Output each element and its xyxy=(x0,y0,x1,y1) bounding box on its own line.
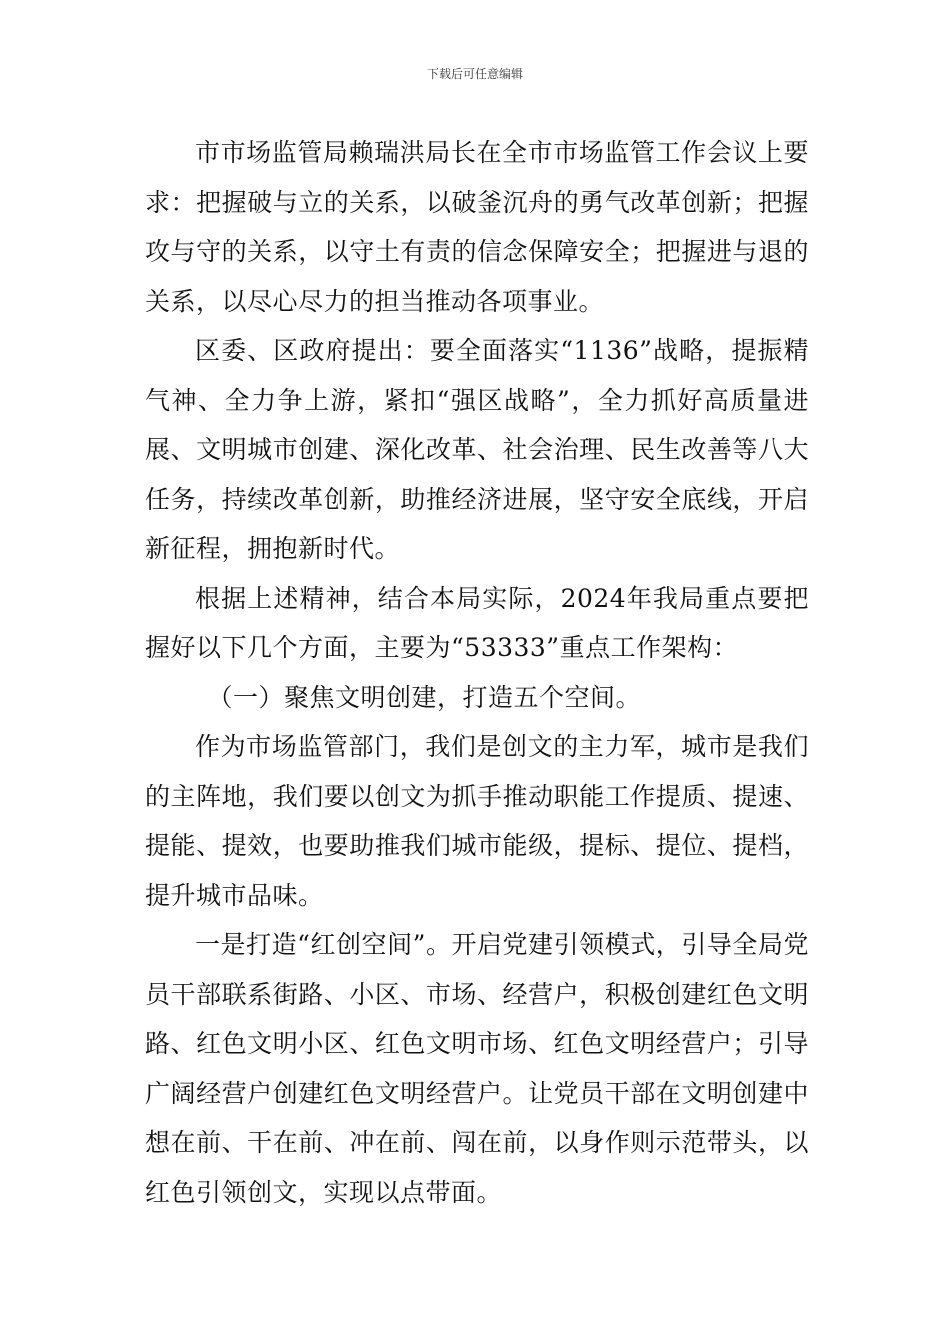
paragraph-key-work-framework: 根据上述精神，结合本局实际，2024年我局重点要把握好以下几个方面，主要为“53333”重点工作架构： xyxy=(145,583,809,662)
paragraph-district-strategy: 区委、区政府提出：要全面落实“1136”战略，提振精气神、全力争上游，紧扣“强区战略”，全力抓好高质量进展、文明城市创建、深化改革、社会治理、民生改善等八大任务，持续改革创新，助推经济进展，坚守安全底线，开启新征程，拥抱新时代。 xyxy=(145,336,809,563)
document-body xyxy=(145,128,809,1217)
paragraph-market-supervision-role: 作为市场监管部门，我们是创文的主力军，城市是我们的主阵地，我们要以创文为抓手推动职能工作提质、提速、提能、提效，也要助推我们城市能级，提标、提位、提档，提升城市品味。 xyxy=(145,732,809,910)
page-header-note: 下载后可任意编辑 xyxy=(426,67,523,81)
paragraph-red-creation-space: 一是打造“红创空间”。开启党建引领模式，引导全局党员干部联系街路、小区、市场、经营户，积极创建红色文明路、红色文明小区、红色文明市场、红色文明经营户；引导广阔经营户创建红色文明经营户。让党员干部在文明创建中想在前、干在前、冲在前、闯在前，以身作则示范带头，以红色引领创文，实现以点带面。 xyxy=(145,930,809,1207)
section-heading-civilization-creation: （一）聚焦文明创建，打造五个空间。 xyxy=(207,682,642,712)
paragraph-city-bureau-requirements: 市市场监管局赖瑞洪局长在全市市场监管工作会议上要求：把握破与立的关系，以破釜沉舟的勇气改革创新；把握攻与守的关系，以守土有责的信念保障安全；把握进与退的关系，以尽心尽力的担当推动各项事业。 xyxy=(145,138,809,316)
